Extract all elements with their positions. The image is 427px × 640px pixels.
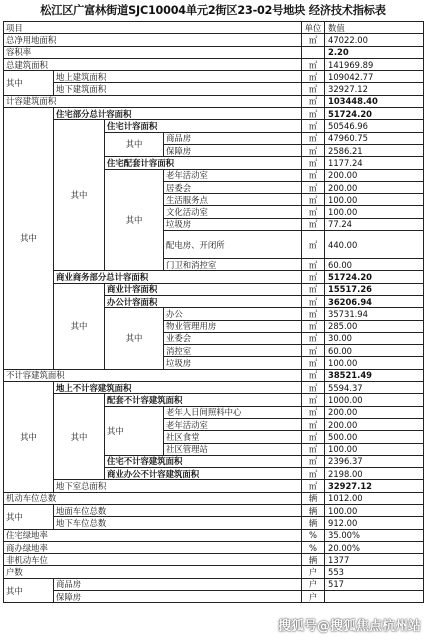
group-label: 其中 — [105, 169, 164, 271]
row-unit: ㎡ — [302, 144, 325, 156]
row-unit: 辆 — [302, 504, 325, 516]
row-label: 社区食堂 — [164, 431, 302, 443]
row-unit: ㎡ — [302, 382, 325, 394]
row-value: 440.00 — [325, 231, 424, 259]
row-unit: ㎡ — [302, 34, 325, 46]
row-unit: ㎡ — [302, 345, 325, 357]
row-value: 51724.20 — [325, 108, 424, 120]
header-value: 数值 — [325, 22, 424, 34]
table-row — [4, 120, 424, 132]
row-label: 住宅部分总计容面积 — [54, 108, 302, 120]
row-unit: ㎡ — [302, 71, 325, 83]
row-label: 业委会 — [164, 332, 302, 344]
row-value: 553 — [325, 566, 424, 578]
row-label: 居委会 — [164, 181, 302, 193]
row-value: 100.00 — [325, 357, 424, 369]
row-value: 141969.89 — [325, 58, 424, 70]
row-label: 总建筑面积 — [4, 58, 302, 70]
group-label: 其中 — [4, 71, 54, 96]
table-row — [4, 554, 424, 566]
table-row — [4, 46, 424, 58]
table-row — [4, 83, 424, 95]
row-label: 总净用地面积 — [4, 34, 302, 46]
row-value: 1177.24 — [325, 157, 424, 169]
row-unit: ㎡ — [302, 157, 325, 169]
table-row — [4, 504, 424, 516]
row-value: 100.00 — [325, 443, 424, 455]
row-unit: ㎡ — [302, 83, 325, 95]
row-value: 15517.26 — [325, 283, 424, 295]
table-row — [4, 369, 424, 381]
row-label: 商办绿地率 — [4, 541, 302, 553]
row-unit: ㎡ — [302, 95, 325, 107]
row-label: 机动车位总数 — [4, 492, 302, 504]
table-row — [4, 283, 424, 295]
row-label: 地上建筑面积 — [54, 71, 302, 83]
row-label: 老年人日间照料中心 — [164, 406, 302, 418]
row-value: 5594.37 — [325, 382, 424, 394]
row-label: 容积率 — [4, 46, 302, 58]
row-unit: % — [302, 541, 325, 553]
group-label: 其中 — [105, 406, 164, 455]
row-unit: ㎡ — [302, 181, 325, 193]
row-label: 办公 — [164, 308, 302, 320]
row-label: 商品房 — [54, 578, 302, 590]
row-unit: ㎡ — [302, 132, 325, 144]
row-value: 2586.21 — [325, 144, 424, 156]
row-label: 保障房 — [54, 591, 302, 603]
row-label: 社区管理站 — [164, 443, 302, 455]
row-value: 35731.94 — [325, 308, 424, 320]
row-unit: ㎡ — [302, 320, 325, 332]
row-value: 912.00 — [325, 517, 424, 529]
row-unit: 辆 — [302, 492, 325, 504]
row-label: 商业办公不计容建筑面积 — [105, 468, 302, 480]
group-label: 其中 — [4, 504, 54, 529]
row-value: 1012.00 — [325, 492, 424, 504]
row-unit: ㎡ — [302, 480, 325, 492]
row-unit: ㎡ — [302, 169, 325, 181]
row-value: 51724.20 — [325, 271, 424, 283]
row-unit: ㎡ — [302, 259, 325, 271]
row-label: 不计容建筑面积 — [4, 369, 302, 381]
table-title: 松江区广富林街道SJC10004单元2街区23-02号地块 经济技术指标表 — [40, 4, 386, 17]
row-label: 商业计容面积 — [105, 283, 302, 295]
row-label: 物业管理用房 — [164, 320, 302, 332]
row-value: 38521.49 — [325, 369, 424, 381]
row-unit: ㎡ — [302, 194, 325, 206]
row-label: 住宅绿地率 — [4, 529, 302, 541]
table-row — [4, 591, 424, 603]
row-label: 非机动车位 — [4, 554, 302, 566]
table-row — [4, 517, 424, 529]
table-row — [4, 34, 424, 46]
row-value: 47960.75 — [325, 132, 424, 144]
row-label: 住宅不计容建筑面积 — [105, 455, 302, 467]
row-unit: ㎡ — [302, 431, 325, 443]
table-row — [4, 566, 424, 578]
row-value: 200.00 — [325, 406, 424, 418]
row-unit: ㎡ — [302, 443, 325, 455]
group-label: 其中 — [105, 132, 164, 157]
group-label: 其中 — [4, 578, 54, 603]
row-label: 老年活动室 — [164, 169, 302, 181]
row-value: 2.20 — [325, 46, 424, 58]
row-unit: ㎡ — [302, 231, 325, 259]
row-unit: ㎡ — [302, 369, 325, 381]
row-unit: 辆 — [302, 554, 325, 566]
row-unit: 辆 — [302, 517, 325, 529]
row-label: 地上不计容建筑面积 — [54, 382, 302, 394]
row-value: 1377 — [325, 554, 424, 566]
header-item: 项目 — [4, 22, 302, 34]
row-value: 200.00 — [325, 181, 424, 193]
row-label: 地面车位总数 — [54, 504, 302, 516]
row-label: 地下建筑面积 — [54, 83, 302, 95]
row-unit: ㎡ — [302, 218, 325, 230]
table-row — [4, 108, 424, 120]
row-unit: ㎡ — [302, 357, 325, 369]
page — [3, 0, 423, 603]
row-unit: % — [302, 529, 325, 541]
row-unit: ㎡ — [302, 418, 325, 430]
table-row — [4, 71, 424, 83]
row-value: 100.00 — [325, 504, 424, 516]
row-label: 住宅配套计容面积 — [105, 157, 302, 169]
row-value: 109042.77 — [325, 71, 424, 83]
row-unit: ㎡ — [302, 271, 325, 283]
row-value: 500.00 — [325, 431, 424, 443]
row-value: 200.00 — [325, 169, 424, 181]
row-value: 103448.40 — [325, 95, 424, 107]
row-label: 文化活动室 — [164, 206, 302, 218]
table-row — [4, 578, 424, 590]
group-label: 其中 — [54, 394, 105, 480]
row-value: 35.00% — [325, 529, 424, 541]
row-label: 垃圾房 — [164, 357, 302, 369]
row-value: 60.00 — [325, 259, 424, 271]
group-label: 其中 — [105, 308, 164, 369]
row-unit: 户 — [302, 566, 325, 578]
header-row — [4, 22, 424, 34]
table-row — [4, 492, 424, 504]
row-unit: ㎡ — [302, 332, 325, 344]
row-value: 2198.00 — [325, 468, 424, 480]
group-label: 其中 — [4, 108, 54, 370]
row-value: 517 — [325, 578, 424, 590]
row-value — [325, 591, 424, 603]
row-value: 32927.12 — [325, 480, 424, 492]
table-row — [4, 58, 424, 70]
row-unit: 户 — [302, 578, 325, 590]
row-label: 配电房、开闭所 — [164, 231, 302, 259]
row-unit: ㎡ — [302, 295, 325, 307]
row-label: 地下室总面积 — [54, 480, 302, 492]
row-value: 47022.00 — [325, 34, 424, 46]
group-label: 其中 — [54, 120, 105, 271]
group-label: 其中 — [4, 382, 54, 493]
row-label: 户数 — [4, 566, 302, 578]
row-label: 住宅计容面积 — [105, 120, 302, 132]
row-unit: ㎡ — [302, 406, 325, 418]
row-unit: ㎡ — [302, 206, 325, 218]
row-value: 100.00 — [325, 206, 424, 218]
group-label: 其中 — [54, 283, 105, 369]
row-label: 消控室 — [164, 345, 302, 357]
table-row — [4, 529, 424, 541]
row-unit: ㎡ — [302, 308, 325, 320]
row-label: 保障房 — [164, 144, 302, 156]
row-value: 32927.12 — [325, 83, 424, 95]
table-row — [4, 541, 424, 553]
table-row — [4, 394, 424, 406]
row-label: 地下车位总数 — [54, 517, 302, 529]
row-label: 办公计容面积 — [105, 295, 302, 307]
row-unit: ㎡ — [302, 120, 325, 132]
row-label: 垃圾房 — [164, 218, 302, 230]
row-value: 30.00 — [325, 332, 424, 344]
row-value: 36206.94 — [325, 295, 424, 307]
row-unit: ㎡ — [302, 108, 325, 120]
row-label: 老年活动室 — [164, 418, 302, 430]
row-label: 门卫和消控室 — [164, 259, 302, 271]
table-row — [4, 271, 424, 283]
header-unit: 单位 — [302, 22, 325, 34]
row-label: 配套不计容建筑面积 — [105, 394, 302, 406]
row-unit — [302, 46, 325, 58]
row-value: 285.00 — [325, 320, 424, 332]
row-unit: ㎡ — [302, 283, 325, 295]
row-label: 商品房 — [164, 132, 302, 144]
row-value: 200.00 — [325, 418, 424, 430]
row-value: 50546.96 — [325, 120, 424, 132]
row-value: 2396.37 — [325, 455, 424, 467]
row-value: 60.00 — [325, 345, 424, 357]
row-value: 1000.00 — [325, 394, 424, 406]
row-value: 100.00 — [325, 194, 424, 206]
table-row — [4, 95, 424, 107]
row-label: 生活服务点 — [164, 194, 302, 206]
row-unit: 户 — [302, 591, 325, 603]
row-label: 商业商务部分总计容面积 — [54, 271, 302, 283]
table-row — [4, 480, 424, 492]
table-row — [4, 382, 424, 394]
indicator-table — [3, 21, 424, 603]
row-value: 77.24 — [325, 218, 424, 230]
row-unit: ㎡ — [302, 394, 325, 406]
row-unit: ㎡ — [302, 58, 325, 70]
watermark: 搜狐号@搜狐焦点杭州站 — [277, 619, 421, 634]
row-unit: ㎡ — [302, 468, 325, 480]
row-label: 计容建筑面积 — [4, 95, 302, 107]
row-value: 20.00% — [325, 541, 424, 553]
row-unit: ㎡ — [302, 455, 325, 467]
